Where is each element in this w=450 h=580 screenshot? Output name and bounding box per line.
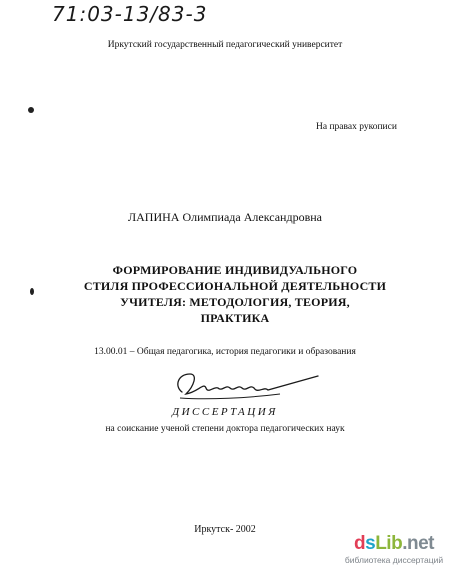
punch-hole-mark xyxy=(28,107,34,113)
rights-note: На правах рукописи xyxy=(316,122,397,132)
dslib-watermark xyxy=(340,533,448,566)
catalog-number: 71:03-13/83-3 xyxy=(52,2,208,26)
title-line: ФОРМИРОВАНИЕ ИНДИВИДУАЛЬНОГО xyxy=(112,263,358,277)
title-line: УЧИТЕЛЯ: МЕТОДОЛОГИЯ, ТЕОРИЯ, xyxy=(120,295,350,309)
title-line: СТИЛЯ ПРОФЕССИОНАЛЬНОЙ ДЕЯТЕЛЬНОСТИ xyxy=(83,279,387,293)
city-year: Иркутск- 2002 xyxy=(194,524,256,535)
title-line: ПРАКТИКА xyxy=(200,311,270,325)
dissertation-label: ДИССЕРТАЦИЯ xyxy=(172,406,278,418)
author-name: ЛАПИНА Олимпиада Александровна xyxy=(128,210,322,224)
punch-hole-mark xyxy=(30,288,34,295)
university-name: Иркутский государственный педагогический университет xyxy=(107,40,343,50)
handwritten-signature xyxy=(168,364,338,410)
dslib-logo: dsLib.net xyxy=(354,533,434,554)
dissertation-subtitle: на соискание ученой степени доктора педагогических наук xyxy=(105,424,345,434)
specialty-code: 13.00.01 – Общая педагогика, история педагогики и образования xyxy=(94,347,356,357)
dslib-subtitle: библиотека диссертаций xyxy=(344,555,444,565)
dissertation-title xyxy=(60,262,410,326)
